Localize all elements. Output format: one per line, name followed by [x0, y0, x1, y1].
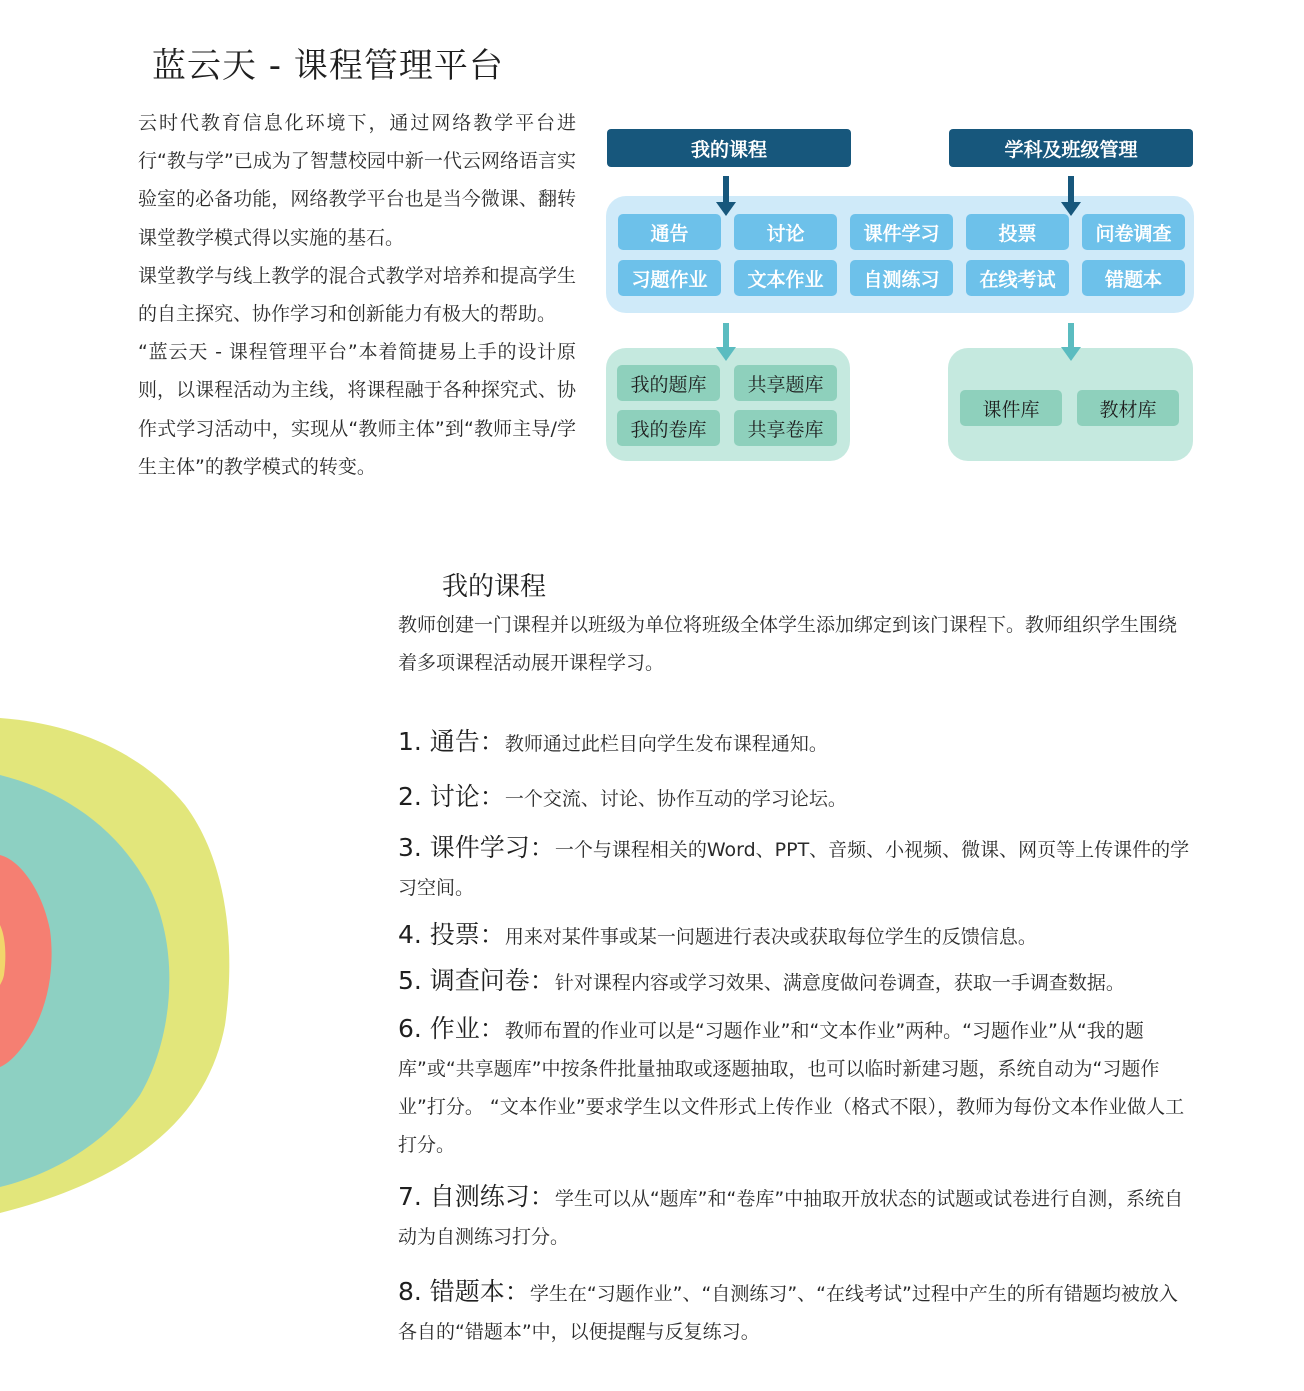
intro-paragraph-2: 课堂教学与线上教学的混合式教学对培养和提高学生的自主探究、协作学习和创新能力有极大的帮助。 — [138, 264, 576, 326]
feature-item — [398, 1273, 1190, 1351]
feature-text: 教师通过此栏目向学生发布课程通知。 — [504, 733, 828, 755]
header-my-courses: 我的课程 — [607, 129, 851, 167]
activity-chip: 习题作业 — [618, 260, 721, 296]
activity-chip: 通告 — [618, 214, 721, 250]
feature-item — [398, 1178, 1190, 1256]
activity-chip: 讨论 — [734, 214, 837, 250]
bank-chip: 课件库 — [960, 390, 1062, 426]
feature-heading: 7. 自测练习： — [398, 1182, 555, 1211]
feature-text: 学生在“习题作业”、“自测练习”、“在线考试”过程中产生的所有错题均被放入各自的“错题本”中，以便提醒与反复练习。 — [398, 1283, 1178, 1343]
feature-text: 用来对某件事或某一问题进行表决或获取每位学生的反馈信息。 — [504, 926, 1037, 948]
arrow-down-icon — [1061, 323, 1081, 365]
header-subject-class-management: 学科及班级管理 — [949, 129, 1193, 167]
arrow-down-icon — [716, 176, 736, 218]
page-title: 蓝云天 - 课程管理平台 — [152, 46, 504, 86]
arrow-down-icon — [716, 323, 736, 365]
activity-chip: 文本作业 — [734, 260, 837, 296]
feature-heading: 8. 错题本： — [398, 1277, 530, 1306]
feature-item — [398, 829, 1190, 907]
activity-chip: 问卷调查 — [1082, 214, 1185, 250]
intro-paragraph-3: “蓝云天 - 课程管理平台”本着简捷易上手的设计原则，以课程活动为主线，将课程融于各种探究式、协作式学习活动中，实现从“教师主体”到“教师主导/学生主体”的教学模式的转变。 — [138, 341, 576, 478]
feature-text: 学生可以从“题库”和“卷库”中抽取开放状态的试题或试卷进行自测，系统自动为自测练习打分。 — [398, 1188, 1184, 1248]
activity-chip: 错题本 — [1082, 260, 1185, 296]
intro-paragraph-1: 云时代教育信息化环境下，通过网络教学平台进行“教与学”已成为了智慧校园中新一代云网络语言实验室的必备功能，网络教学平台也是当今微课、翻转课堂教学模式得以实施的基石。 — [138, 112, 576, 249]
decorative-rings — [0, 715, 240, 1215]
activity-chip: 自测练习 — [850, 260, 953, 296]
feature-heading: 6. 作业： — [398, 1014, 505, 1043]
feature-item — [398, 778, 1190, 818]
feature-text: 一个交流、讨论、协作互动的学习论坛。 — [504, 788, 847, 810]
arrow-down-icon — [1061, 176, 1081, 218]
bank-chip: 共享卷库 — [734, 410, 837, 446]
bank-chip: 我的题库 — [617, 365, 720, 401]
feature-text: 一个与课程相关的Word、PPT、音频、小视频、微课、网页等上传课件的学习空间。 — [398, 839, 1190, 899]
section-title: 我的课程 — [442, 572, 547, 602]
feature-heading: 2. 讨论： — [398, 782, 505, 811]
feature-item — [398, 723, 1190, 763]
bank-chip: 教材库 — [1077, 390, 1179, 426]
platform-diagram — [600, 120, 1200, 470]
feature-heading: 5. 调查问卷： — [398, 966, 555, 995]
activity-chip: 课件学习 — [850, 214, 953, 250]
feature-text: 教师布置的作业可以是“习题作业”和“文本作业”两种。“习题作业”从“我的题库”或“共享题库”中按条件批量抽取或逐题抽取，也可以临时新建习题，系统自动为“习题作业”打分。 “文本作业”要求学生以文件形式上传作业（格式不限），教师为每份文本作业做人工打分。 — [398, 1020, 1185, 1156]
section-description: 教师创建一门课程并以班级为单位将班级全体学生添加绑定到该门课程下。教师组织学生围绕着多项课程活动展开课程学习。 — [398, 614, 1178, 674]
activity-chip: 投票 — [966, 214, 1069, 250]
feature-heading: 1. 通告： — [398, 727, 505, 756]
feature-text: 针对课程内容或学习效果、满意度做问卷调查，获取一手调查数据。 — [554, 972, 1125, 994]
feature-heading: 3. 课件学习： — [398, 833, 555, 862]
feature-item — [398, 916, 1190, 956]
bank-chip: 我的卷库 — [617, 410, 720, 446]
feature-item — [398, 962, 1190, 1002]
intro-text — [138, 104, 576, 486]
bank-chip: 共享题库 — [734, 365, 837, 401]
activity-chip: 在线考试 — [966, 260, 1069, 296]
feature-heading: 4. 投票： — [398, 920, 505, 949]
feature-item — [398, 1010, 1190, 1164]
